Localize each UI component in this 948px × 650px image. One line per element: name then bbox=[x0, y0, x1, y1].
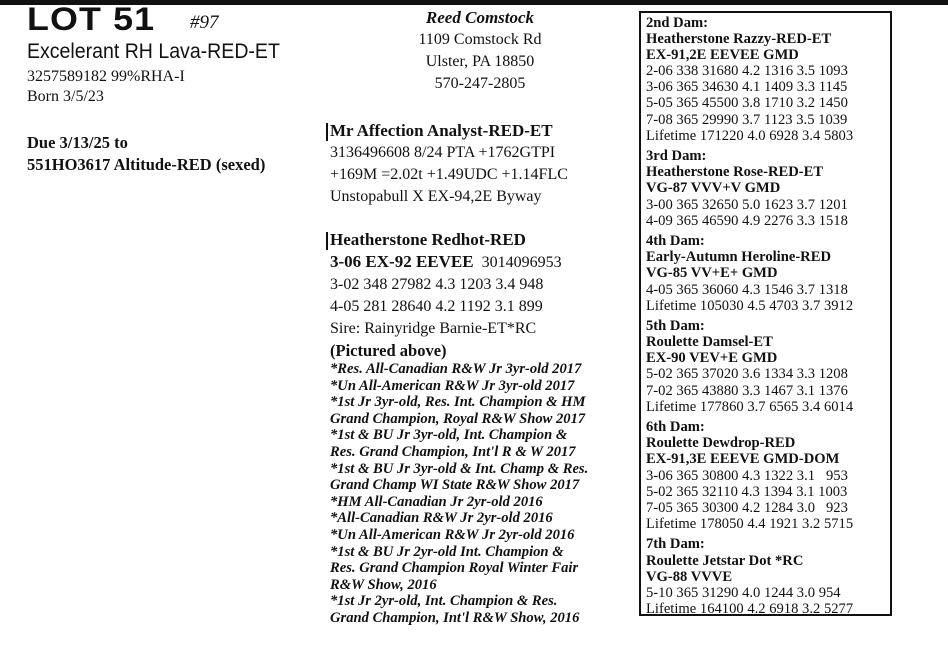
dam-bracket bbox=[326, 232, 328, 250]
production-record: Lifetime 178050 4.4 1921 3.2 5715 bbox=[646, 515, 854, 532]
pedigree-4th-dam bbox=[646, 233, 853, 313]
ancestor-name: Roulette Jetstar Dot *RC bbox=[646, 552, 804, 569]
achievement-line: Res. Grand Champion Royal Winter Fair bbox=[330, 560, 579, 577]
pedigree-3rd-dam bbox=[646, 148, 853, 228]
production-record: Lifetime 164100 4.2 6918 3.2 5277 bbox=[646, 600, 854, 617]
dam-name: Heatherstone Redhot-RED bbox=[330, 230, 526, 249]
production-record: 5-02 365 37020 3.6 1334 3.3 1208 bbox=[646, 366, 848, 383]
consignor-phone: 570-247-2805 bbox=[434, 75, 526, 92]
dam-classification: 3-06 EX-92 EEVEE bbox=[330, 252, 474, 271]
achievement-line: *1st & BU Jr 2yr-old Int. Champion & bbox=[330, 543, 564, 560]
dam-block bbox=[330, 229, 562, 361]
ancestor-classification: VG-87 VVV+V GMD bbox=[646, 180, 781, 197]
generation-label: 3rd Dam: bbox=[646, 148, 707, 165]
achievement-line: *1st & BU Jr 3yr-old & Int. Champ & Res. bbox=[330, 460, 589, 477]
sire-proof-line1: 3136496608 8/24 PTA +1762GTPI bbox=[330, 144, 556, 161]
pedigree-2nd-dam bbox=[646, 15, 853, 144]
birth-date: Born 3/5/23 bbox=[27, 88, 104, 105]
sire-bracket bbox=[326, 123, 328, 141]
generation-label: 5th Dam: bbox=[646, 318, 705, 335]
achievement-line: *1st Jr 2yr-old, Int. Champion & Res. bbox=[330, 593, 558, 610]
production-record: 3-00 365 32650 5.0 1623 3.7 1201 bbox=[646, 196, 848, 213]
production-record: 5-02 365 32110 4.3 1394 3.1 1003 bbox=[646, 483, 848, 500]
production-record: 7-05 365 30300 4.2 1284 3.0 923 bbox=[646, 499, 848, 516]
ancestor-name: Heatherstone Razzy-RED-ET bbox=[646, 31, 832, 48]
due-info bbox=[27, 132, 265, 176]
dam-achievements bbox=[330, 361, 588, 627]
pedigree-5th-dam bbox=[646, 318, 853, 415]
achievement-line: *1st Jr 3yr-old, Res. Int. Champion & HM bbox=[330, 394, 586, 411]
production-record: 5-05 365 45500 3.8 1710 3.2 1450 bbox=[646, 95, 848, 112]
generation-label: 2nd Dam: bbox=[646, 15, 709, 31]
registration-line: 3257589182 99%RHA-I bbox=[27, 68, 185, 85]
production-record: Lifetime 171220 4.0 6928 3.4 5803 bbox=[646, 127, 854, 144]
consignor-block bbox=[380, 7, 580, 95]
achievement-line: *Res. All-Canadian R&W Jr 3yr-old 2017 bbox=[330, 361, 582, 377]
sire-pedigree-line: Unstopabull X EX-94,2E Byway bbox=[330, 188, 542, 205]
production-record: 5-10 365 31290 4.0 1244 3.0 954 bbox=[646, 584, 841, 601]
production-record: 2-06 338 31680 4.2 1316 3.5 1093 bbox=[646, 63, 848, 80]
ancestor-classification: VG-85 VV+E+ GMD bbox=[646, 265, 778, 282]
cow-info bbox=[27, 67, 185, 107]
production-record: 4-09 365 46590 4.9 2276 3.3 1518 bbox=[646, 212, 848, 229]
achievement-line: R&W Show, 2016 bbox=[330, 576, 437, 593]
generation-label: 6th Dam: bbox=[646, 419, 705, 436]
dam-record: 4-05 281 28640 4.2 1192 3.1 899 bbox=[330, 298, 543, 315]
consignor-name: Reed Comstock bbox=[425, 8, 535, 27]
achievement-line: Grand Champion, Int'l R&W Show, 2016 bbox=[330, 609, 580, 626]
achievement-line: *Un All-American R&W Jr 2yr-old 2016 bbox=[330, 526, 575, 543]
achievement-line: *Un All-American R&W Jr 3yr-old 2017 bbox=[330, 377, 575, 394]
generation-label: 4th Dam: bbox=[646, 233, 705, 250]
production-record: 4-05 365 36060 4.3 1546 3.7 1318 bbox=[646, 281, 848, 298]
pedigree-7th-dam bbox=[646, 536, 853, 616]
lot-number: LOT 51 bbox=[27, 1, 156, 37]
generation-label: 7th Dam: bbox=[646, 536, 705, 553]
ancestor-name: Early-Autumn Heroline-RED bbox=[646, 249, 831, 266]
achievement-line: Grand Champion, Royal R&W Show 2017 bbox=[330, 410, 586, 427]
ancestor-name: Roulette Damsel-ET bbox=[646, 334, 773, 351]
sire-block bbox=[330, 120, 568, 208]
sire-name: Mr Affection Analyst-RED-ET bbox=[330, 121, 553, 140]
pictured-note: (Pictured above) bbox=[330, 341, 447, 360]
ancestor-classification: VG-88 VVVE bbox=[646, 568, 733, 585]
ancestor-name: Heatherstone Rose-RED-ET bbox=[646, 164, 824, 181]
achievement-line: *1st & BU Jr 3yr-old, Int. Champion & bbox=[330, 427, 568, 444]
production-record: 3-06 365 30800 4.3 1322 3.1 953 bbox=[646, 467, 848, 484]
sire-proof-line2: +169M =2.02t +1.49UDC +1.14FLC bbox=[330, 166, 568, 183]
dam-classification-line bbox=[330, 251, 562, 274]
cow-name: Excelerant RH Lava-RED-ET bbox=[27, 40, 280, 63]
pedigree-6th-dam bbox=[646, 419, 853, 532]
production-record: Lifetime 105030 4.5 4703 3.7 3912 bbox=[646, 297, 854, 314]
dam-record: 3-02 348 27982 4.3 1203 3.4 948 bbox=[330, 276, 544, 293]
achievement-line: *HM All-Canadian Jr 2yr-old 2016 bbox=[330, 493, 543, 510]
dam-registration: 3014096953 bbox=[481, 254, 562, 271]
due-date: Due 3/13/25 to bbox=[27, 133, 128, 152]
achievement-line: Grand Champ WI State R&W Show 2017 bbox=[330, 477, 580, 494]
ancestor-classification: EX-91,2E EEVEE GMD bbox=[646, 47, 799, 64]
pedigree-list bbox=[646, 15, 853, 621]
achievement-line: *All-Canadian R&W Jr 2yr-old 2016 bbox=[330, 510, 553, 527]
consignor-city: Ulster, PA 18850 bbox=[425, 53, 535, 70]
achievement-line: Res. Grand Champion, Int'l R & W 2017 bbox=[330, 443, 576, 460]
production-record: Lifetime 177860 3.7 6565 3.4 6014 bbox=[646, 398, 854, 415]
service-sire: 551HO3617 Altitude-RED (sexed) bbox=[27, 155, 266, 174]
ancestor-name: Roulette Dewdrop-RED bbox=[646, 435, 796, 452]
ancestor-classification: EX-90 VEV+E GMD bbox=[646, 350, 778, 367]
consignor-street: 1109 Comstock Rd bbox=[418, 31, 542, 48]
ancestor-classification: EX-91,3E EEEVE GMD-DOM bbox=[646, 451, 840, 468]
production-record: 7-08 365 29990 3.7 1123 3.5 1039 bbox=[646, 111, 848, 128]
catalog-number: #97 bbox=[190, 12, 219, 33]
production-record: 7-02 365 43880 3.3 1467 3.1 1376 bbox=[646, 382, 848, 399]
dam-sire: Sire: Rainyridge Barnie-ET*RC bbox=[330, 320, 537, 337]
production-record: 3-06 365 34630 4.1 1409 3.3 1145 bbox=[646, 79, 848, 96]
